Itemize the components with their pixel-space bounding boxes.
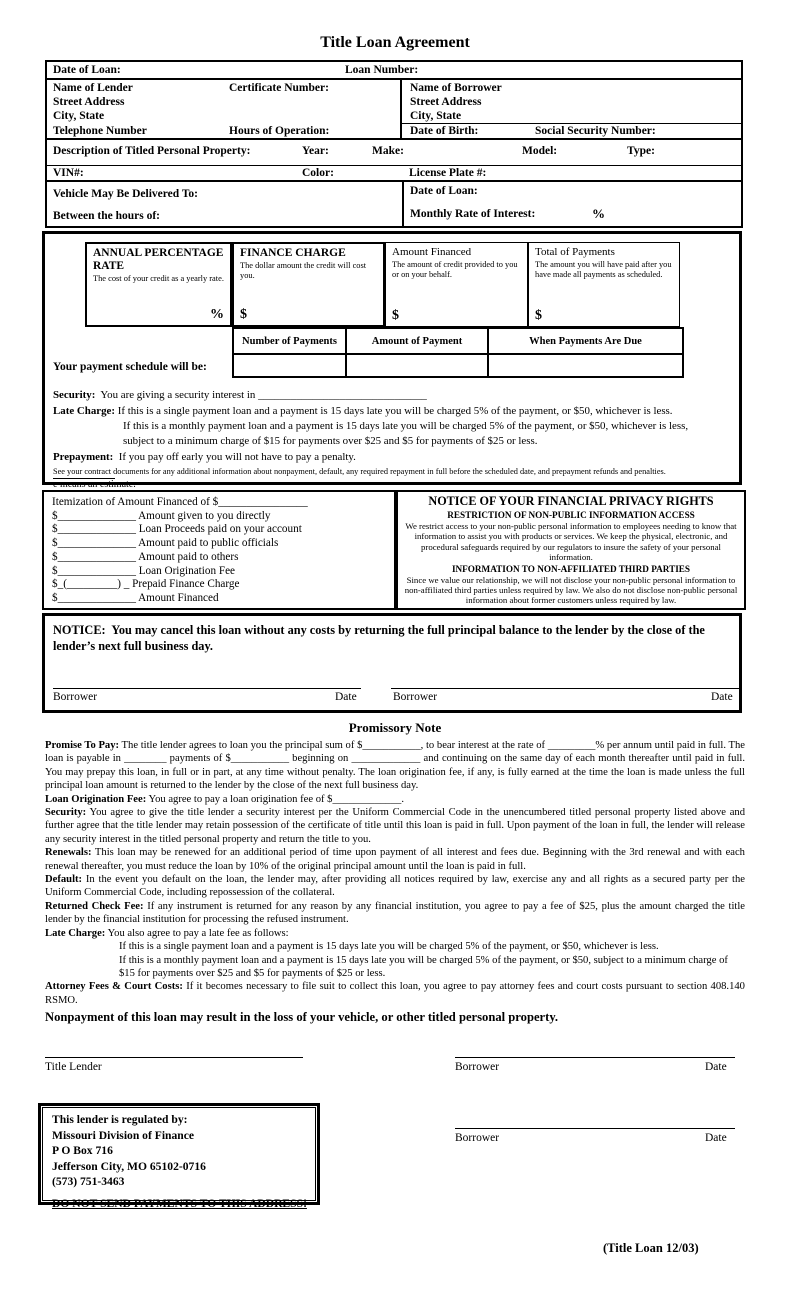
- itemization-row: $______________ Amount paid to others: [52, 550, 239, 563]
- privacy-notice-box: [396, 490, 746, 610]
- col-when-payments-due: When Payments Are Due: [529, 335, 642, 347]
- borrower-signature-label: Borrower: [53, 691, 98, 703]
- regulator-city-line: Jefferson City, MO 65102-0716: [52, 1159, 206, 1173]
- renewals-paragraph: [45, 846, 745, 873]
- security-label: Security:: [53, 389, 96, 401]
- amount-financed-dollar-sign: $: [392, 308, 399, 323]
- borrower-street-label: Street Address: [410, 96, 482, 108]
- monthly-rate-percent-sign: %: [592, 206, 605, 221]
- borrower-signature-line: [53, 688, 361, 689]
- property-description-row: [47, 140, 741, 166]
- returned-check-fee-paragraph: [45, 900, 745, 927]
- loan-origination-fee-paragraph: [45, 793, 745, 806]
- regulator-name-line: Missouri Division of Finance: [52, 1128, 195, 1142]
- borrower-signature-line: [455, 1128, 735, 1129]
- prepayment-label: Prepayment:: [53, 451, 114, 463]
- regulator-box: [38, 1103, 320, 1210]
- total-of-payments-title: Total of Payments: [535, 246, 615, 258]
- apr-percent-sign: %: [210, 307, 224, 322]
- vehicle-delivered-to-label: Vehicle May Be Delivered To:: [53, 188, 199, 200]
- between-hours-label: Between the hours of:: [53, 210, 160, 222]
- itemization-title: Itemization of Amount Financed of $________________: [52, 496, 308, 508]
- promissory-note-section: [45, 720, 745, 1025]
- promise-to-pay-label: Promise To Pay:: [45, 740, 120, 751]
- regulator-phone-line: (573) 751-3463: [52, 1175, 125, 1189]
- late-charge-paragraph-text: You also agree to pay a late fee as follows:: [107, 927, 289, 939]
- attorney-fees-text: If it becomes necessary to file suit to collect this loan, you agree to pay attorney fees and court costs pursuant to section 408.140 RSMO.: [45, 981, 745, 1006]
- late-charge-line-3: subject to a minimum charge of $15 for payments over $25 and $5 for payments of $25 or less.: [123, 435, 538, 447]
- col-amount-of-payment: Amount of Payment: [347, 329, 489, 353]
- attorney-fees-label: Attorney Fees & Court Costs:: [45, 981, 183, 993]
- year-label: Year:: [302, 145, 329, 157]
- property-description-label: Description of Titled Personal Property:: [53, 145, 251, 157]
- promise-to-pay-text: The title lender agrees to loan you the principal sum of $___________, to bear interest at the rate of _________% per annum until paid in full. The loan is payable in ________ payments of $___________ beginning on _____________ and continuing on the same day of each month thereafter until paid in full. You may prepay this loan, in full or in part, at any time without penalty. The loan origination fee, if any, is fully earned at the time the loan is made unless the full principal loan amount is returned to the lender by the close of the next full business day.: [45, 740, 745, 792]
- regulator-box-inner: [42, 1107, 316, 1210]
- security-paragraph: [45, 806, 745, 846]
- payment-schedule-empty-cell: [489, 355, 682, 376]
- cancellation-notice-body: You may cancel this loan without any costs by returning the full principal balance to the lender by the close of the lender’s next full business day.: [53, 623, 705, 653]
- loan-origination-fee-text: You agree to pay a loan origination fee of $_____________.: [148, 793, 404, 805]
- itemization-row: $______________ Amount Financed: [52, 591, 219, 604]
- type-label: Type:: [627, 145, 655, 157]
- apr-title: ANNUAL PERCENTAGE RATE: [93, 247, 224, 272]
- borrower-cell-divider: [402, 123, 741, 124]
- itemization-row: $______________ Loan Origination Fee: [52, 564, 236, 577]
- privacy-thirdparty-text: Since we value our relationship, we will not disclose your non-public personal information to non-affiliated third parties unless required by law. We also do not disclose non-public personal information about former customers unless required by law.: [404, 574, 738, 606]
- default-text: In the event you default on the loan, the lender may, after providing all notices required by law, exercise any and all rights as a secured party per the Uniform Commercial Code, including repossession of the collateral.: [45, 874, 745, 899]
- title-lender-signature-label: Title Lender: [45, 1061, 102, 1073]
- date-signature-label: Date: [705, 1061, 727, 1073]
- borrower-name-label: Name of Borrower: [410, 82, 502, 94]
- security-paragraph-label: Security:: [45, 807, 87, 819]
- renewals-label: Renewals:: [45, 847, 92, 859]
- loan-number-label: Loan Number:: [345, 64, 419, 76]
- amount-financed-cell: [385, 242, 528, 327]
- lender-street-label: Street Address: [53, 96, 125, 108]
- itemization-row: $______________ Amount given to you directly: [52, 509, 271, 522]
- returned-check-fee-text: If any instrument is returned for any reason by any financial institution, you agree to pay a fee of $25, plus the amount charged the title lender by the financial institution for processing the refused instrument.: [45, 900, 745, 926]
- loan-date-label-2: Date of Loan:: [410, 185, 478, 197]
- total-of-payments-desc: The amount you will have paid after you have made all payments as scheduled.: [535, 260, 672, 279]
- security-paragraph-text: You agree to give the title lender a security interest per the Uniform Commercial Code in the unencumbered titled personal property listed above and further agree that the title lender may retain possession of the certificate of title until this loan is paid in full. Upon payment of the loan in full, the lender will release any security interest in the titled personal property and return the title to you.: [45, 807, 745, 845]
- payment-schedule-table: [232, 327, 684, 378]
- amount-financed-desc: The amount of credit provided to you or on your behalf.: [392, 260, 518, 279]
- lender-cell: [47, 80, 402, 138]
- cancellation-notice-label: NOTICE:: [53, 623, 106, 637]
- model-label: Model:: [522, 145, 558, 157]
- late-charge-label: Late Charge:: [53, 405, 115, 417]
- late-charge-paragraph: [45, 927, 745, 940]
- total-of-payments-dollar-sign: $: [535, 308, 542, 323]
- default-paragraph: [45, 873, 745, 900]
- late-charge-paragraph-label: Late Charge:: [45, 927, 106, 939]
- loan-date-number-row: [47, 62, 741, 80]
- default-label: Default:: [45, 874, 83, 886]
- delivery-rate-row: [47, 182, 741, 226]
- borrower-city-label: City, State: [410, 110, 462, 122]
- loan-origination-fee-label: Loan Origination Fee:: [45, 793, 147, 805]
- finance-charge-title: FINANCE CHARGE: [240, 247, 346, 259]
- itemization-box: [42, 490, 396, 610]
- amount-financed-title: Amount Financed: [392, 246, 472, 258]
- late-charge-single-payment-line: If this is a single payment loan and a payment is 15 days late you will be charged 5% of the payment, or $50, whichever is less.: [119, 941, 659, 953]
- cancellation-notice-text: [45, 616, 739, 660]
- estimate-note: e means an estimate.: [53, 479, 136, 490]
- returned-check-fee-label: Returned Check Fee:: [45, 900, 144, 912]
- promise-to-pay-paragraph: [45, 739, 745, 793]
- payment-schedule-header-row: [234, 329, 682, 355]
- security-line: [53, 389, 427, 401]
- borrower-signature-label: Borrower: [393, 691, 438, 703]
- privacy-title: NOTICE OF YOUR FINANCIAL PRIVACY RIGHTS: [428, 494, 714, 508]
- date-of-birth-label: Date of Birth:: [410, 125, 479, 137]
- make-label: Make:: [372, 145, 404, 157]
- late-charge-line-1: [53, 405, 673, 417]
- promissory-note-heading: Promissory Note: [348, 720, 442, 735]
- borrower-cell: [402, 80, 741, 138]
- do-not-send-payments-warning: DO NOT SEND PAYMENTS TO THIS ADDRESS!: [52, 1196, 307, 1210]
- date-signature-label: Date: [335, 691, 357, 703]
- itemization-row: $______________ Loan Proceeds paid on your account: [52, 523, 302, 536]
- date-signature-label: Date: [705, 1132, 727, 1144]
- monthly-rate-label: Monthly Rate of Interest:: [410, 208, 536, 220]
- lender-borrower-row: [47, 80, 741, 140]
- prepayment-text: If you pay off early you will not have to pay a penalty.: [118, 451, 356, 463]
- borrower-signature-line: [391, 688, 739, 689]
- privacy-thirdparty-title: INFORMATION TO NON-AFFILIATED THIRD PARTIES: [451, 563, 691, 574]
- apr-desc: The cost of your credit as a yearly rate.: [93, 274, 224, 283]
- lender-name-label: Name of Lender: [53, 82, 133, 94]
- lender-phone-label: Telephone Number: [53, 125, 147, 137]
- security-text: You are giving a security interest in _______________________________: [100, 389, 427, 401]
- privacy-restriction-text: We restrict access to your non-public personal information to employees needing to know that information to assist you with products or services. We keep the physical, electronic, and procedural safeguards required by our regulators to insure the safety of your personal information.: [405, 521, 737, 563]
- delivery-rate-divider: [402, 182, 404, 226]
- finance-charge-cell: [232, 242, 385, 327]
- color-label: Color:: [302, 167, 334, 179]
- date-signature-label: Date: [711, 691, 733, 703]
- vin-label: VIN#:: [53, 167, 84, 179]
- payment-schedule-empty-cell: [234, 355, 347, 376]
- payment-schedule-empty-cell: [347, 355, 489, 376]
- borrower-signature-line: [455, 1057, 735, 1058]
- ssn-label: Social Security Number:: [535, 125, 656, 137]
- itemization-row: $______________ Amount paid to public officials: [52, 537, 279, 550]
- finance-charge-dollar-sign: $: [240, 307, 247, 322]
- nonpayment-warning: Nonpayment of this loan may result in the loss of your vehicle, or other titled personal property.: [45, 1010, 559, 1025]
- date-of-loan-label: Date of Loan:: [53, 64, 121, 76]
- regulator-pobox-line: P O Box 716: [52, 1144, 113, 1158]
- payment-schedule-label: Your payment schedule will be:: [53, 361, 207, 373]
- regulated-by-line: This lender is regulated by:: [52, 1113, 188, 1126]
- title-lender-signature-line: [45, 1057, 303, 1058]
- attorney-fees-paragraph: [45, 980, 745, 1007]
- prepayment-line: [53, 451, 356, 463]
- cancellation-notice-box: [42, 613, 742, 713]
- col-number-of-payments: Number of Payments: [234, 329, 347, 353]
- tila-disclosure-box: [42, 231, 742, 490]
- borrower-signature-label: Borrower: [455, 1132, 500, 1144]
- form-version-tag: (Title Loan 12/03): [603, 1241, 699, 1255]
- late-charge-text-1: If this is a single payment loan and a payment is 15 days late you will be charged 5% of the payment, or $50, whichever is less.: [117, 405, 673, 417]
- late-charge-monthly-payment-line: If this is a monthly payment loan and a payment is 15 days late you will be charged 5% of the payment, or $50, subject to a minimum charge of $15 for payments over $25 and $5 for payments of $25 or less.: [119, 954, 728, 979]
- privacy-restriction-title: RESTRICTION OF NON-PUBLIC INFORMATION ACCESS: [447, 510, 695, 520]
- late-charge-line-2: If this is a monthly payment loan and a payment is 15 days late you will be charged 5% of the payment, or $50, whichever is less,: [123, 420, 689, 432]
- payment-schedule-empty-row: [234, 355, 682, 376]
- page-title: Title Loan Agreement: [320, 34, 470, 51]
- vin-row: [47, 166, 741, 182]
- itemization-row: $_(_________) _ Prepaid Finance Charge: [52, 578, 240, 591]
- finance-charge-desc: The dollar amount the credit will cost you.: [240, 261, 367, 280]
- parties-table: [45, 60, 743, 228]
- certificate-number-label: Certificate Number:: [229, 82, 329, 94]
- total-of-payments-cell: [528, 242, 680, 327]
- apr-cell: [85, 242, 232, 327]
- borrower-signature-label: Borrower: [455, 1061, 500, 1073]
- renewals-text: This loan may be renewed for an additional period of time upon payment of all interest and fees due. Beginning with the 3rd renewal and with each renewal thereafter, you must reduce the loan by 10% of the original principal amount until the loan is paid in full.: [45, 847, 745, 872]
- tila-fine-print: See your contract documents for any additional information about nonpayment, default, any required repayment in full before the scheduled date, and prepayment refunds and penalties.: [53, 467, 666, 476]
- lender-city-label: City, State: [53, 110, 105, 122]
- hours-of-operation-label: Hours of Operation:: [229, 125, 330, 137]
- license-plate-label: License Plate #:: [409, 167, 487, 179]
